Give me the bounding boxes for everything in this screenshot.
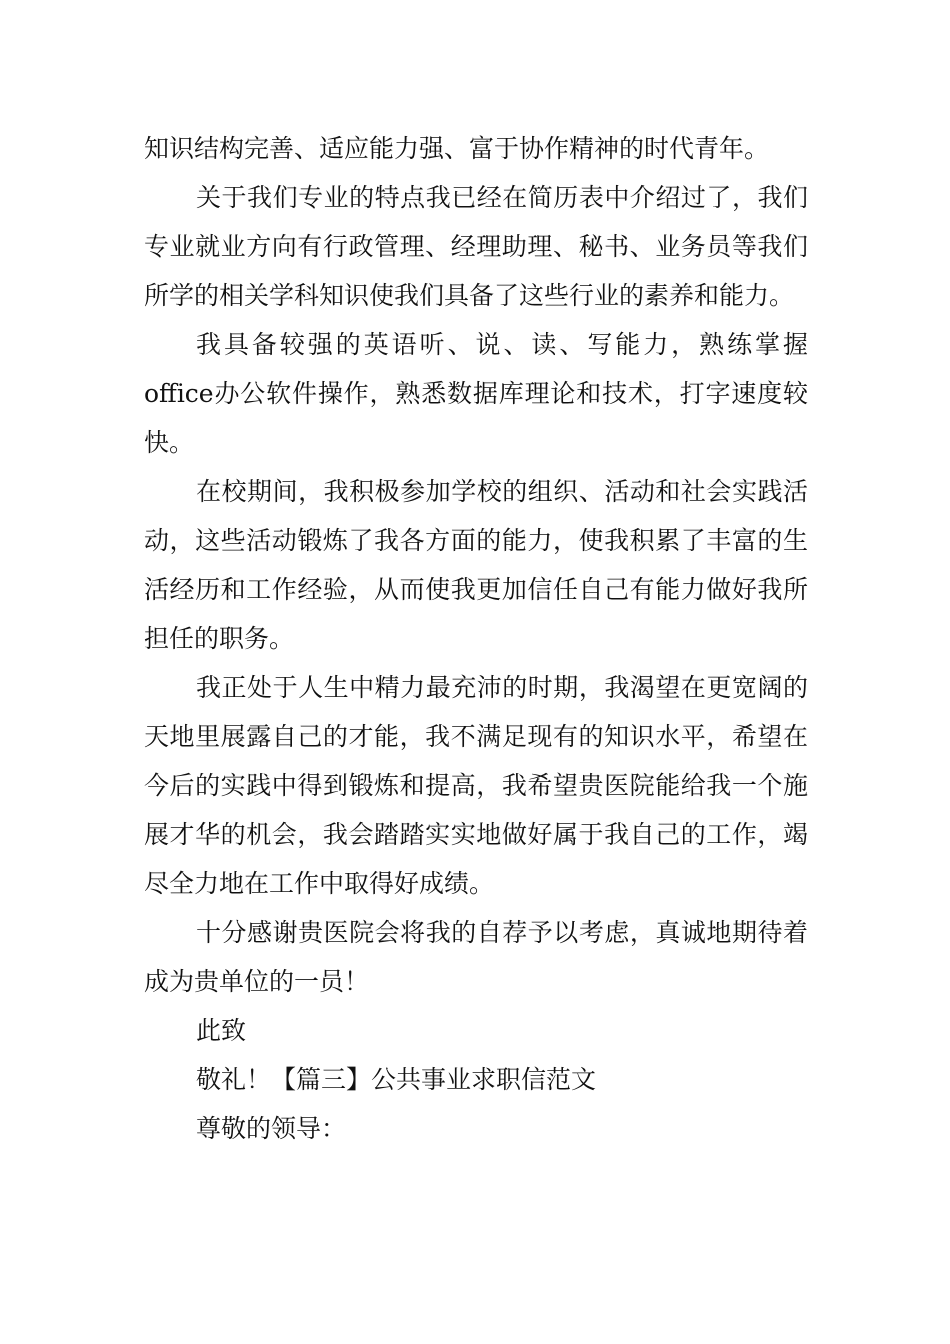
closing-salutation: 此致 [196,1016,247,1045]
paragraph-campus-activities: 在校期间，我积极参加学校的组织、活动和社会实践活动，这些活动锻炼了我各方面的能力，使我积累了丰富的生活经历和工作经验，从而使我更加信任自己有能力做好我所担任的职务。 [144,477,808,653]
paragraph-continuation: 知识结构完善、适应能力强、富于协作精神的时代青年。 [144,134,770,163]
document-body [144,124,808,1153]
paragraph-aspiration: 我正处于人生中精力最充沛的时期，我渴望在更宽阔的天地里展露自己的才能，我不满足现有的知识水平，希望在今后的实践中得到锻炼和提高，我希望贵医院能给我一个施展才华的机会，我会踏踏实实地做好属于我自己的工作，竭尽全力地在工作中取得好成绩。 [144,673,808,898]
paragraph-major-intro: 关于我们专业的特点我已经在简历表中介绍过了，我们专业就业方向有行政管理、经理助理、秘书、业务员等我们所学的相关学科知识使我们具备了这些行业的素养和能力。 [144,183,808,310]
closing-regards-heading: 敬礼！【篇三】公共事业求职信范文 [196,1065,597,1094]
paragraph-skills: 我具备较强的英语听、说、读、写能力，熟练掌握office办公软件操作，熟悉数据库理论和技术，打字速度较快。 [144,330,808,457]
paragraph-thanks: 十分感谢贵医院会将我的自荐予以考虑，真诚地期待着成为贵单位的一员！ [144,918,808,996]
greeting-line: 尊敬的领导： [196,1114,347,1143]
